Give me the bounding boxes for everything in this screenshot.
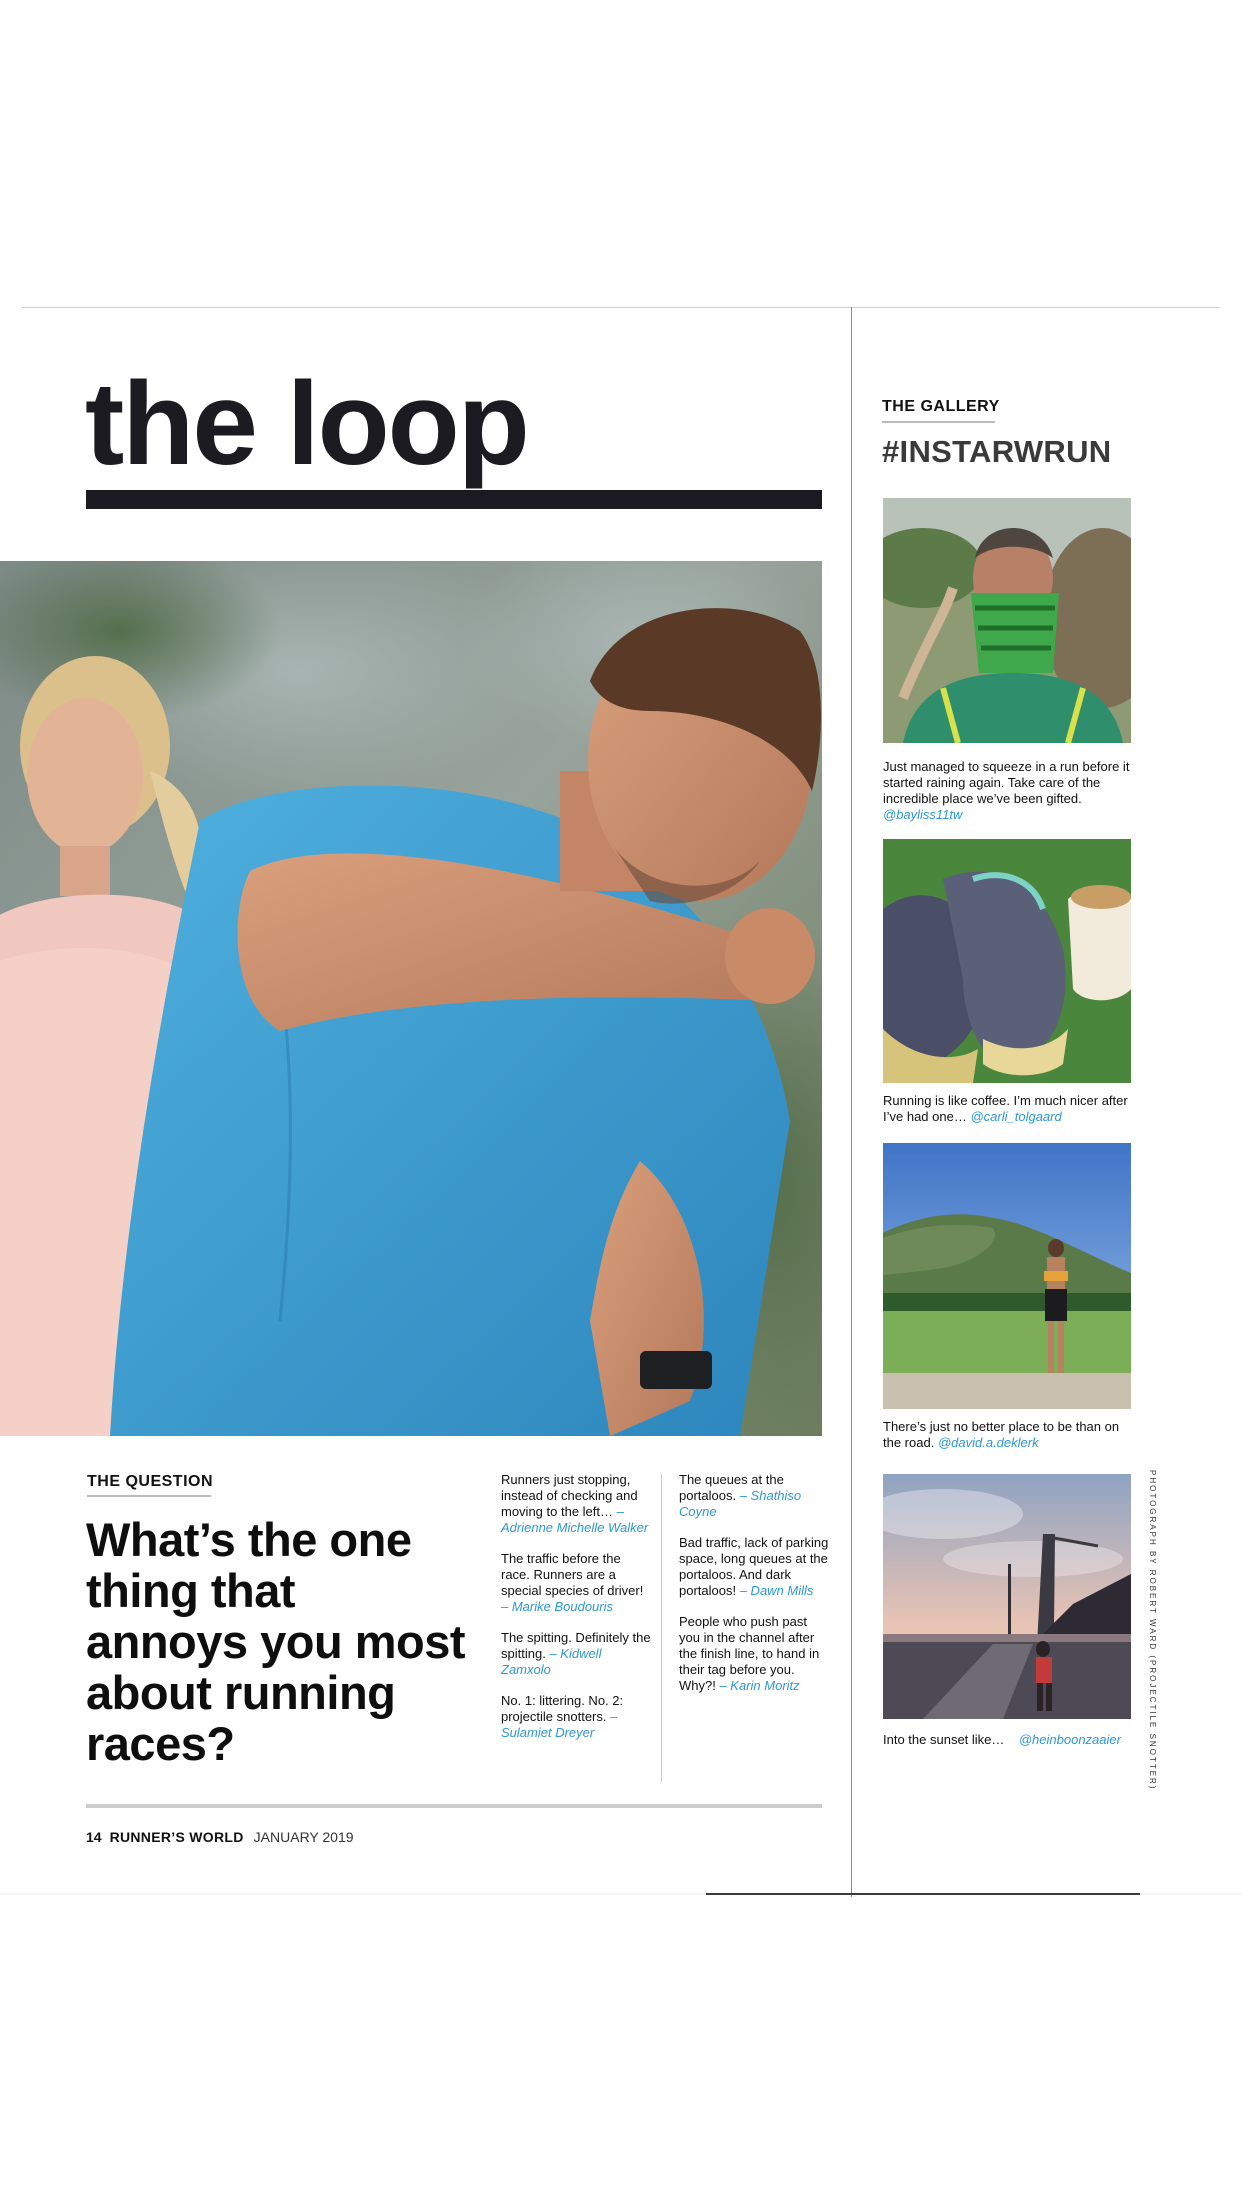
answer-author: – Shathiso Coyne <box>679 1488 802 1519</box>
gallery-hashtag: #INSTARWRUN <box>882 434 1112 469</box>
answers-divider <box>661 1474 662 1782</box>
section-title-bar <box>86 490 822 509</box>
page-bottom-edge <box>0 1893 1242 1895</box>
gallery-photo-2 <box>883 839 1131 1083</box>
answer-item <box>679 1472 831 1520</box>
page-number: 14 <box>86 1829 102 1845</box>
answer-text: The spitting. Definitely the spitting. <box>501 1630 651 1661</box>
footer-rule <box>86 1804 822 1808</box>
answer-text: Bad traffic, lack of parking space, long queues at the portaloos. And dark portaloos! <box>679 1535 829 1598</box>
question-kicker-underline <box>87 1495 211 1497</box>
answer-author: – Kidwell Zamxolo <box>501 1646 602 1677</box>
magazine-name: RUNNER’S WORLD <box>109 1829 244 1845</box>
answer-item <box>501 1472 653 1536</box>
answer-text: Runners just stopping, instead of checking and moving to the left… <box>501 1472 638 1519</box>
instagram-handle: @david.a.deklerk <box>937 1435 1039 1450</box>
answer-author: – Marike Boudouris <box>501 1599 613 1614</box>
answer-author: – Sulamiet Dreyer <box>501 1709 618 1740</box>
answer-text: The queues at the portaloos. <box>679 1472 784 1503</box>
section-title: the loop <box>85 358 528 490</box>
answer-author: – Karin Moritz <box>719 1678 800 1693</box>
instagram-handle: @carli_tolgaard <box>970 1109 1062 1124</box>
answers-column-2 <box>679 1472 831 1709</box>
answer-item <box>501 1630 653 1678</box>
answers-column-1 <box>501 1472 653 1756</box>
gallery-photo-1 <box>883 498 1131 743</box>
gallery-caption-4: Into the sunset like… @heinboonzaaier <box>883 1732 1121 1747</box>
answer-text: People who push past you in the channel after the finish line, to hand in their tag before you. Why?! <box>679 1614 820 1693</box>
page-footer <box>86 1829 354 1845</box>
answer-text: No. 1: littering. No. 2: projectile snotters. <box>501 1693 624 1724</box>
answer-author: – Adrienne Michelle Walker <box>501 1504 649 1535</box>
gallery-caption-1: Just managed to squeeze in a run before it started raining again. Take care of the incredible place we’ve been gifted. @bayliss11tw <box>883 759 1130 822</box>
top-rule <box>22 307 1220 308</box>
gallery-photo-3 <box>883 1143 1131 1409</box>
gallery-caption-2: Running is like coffee. I’m much nicer after I’ve had one… @carli_tolgaard <box>883 1093 1128 1124</box>
gallery-photo-4 <box>883 1474 1131 1719</box>
instagram-handle: @heinboonzaaier <box>1018 1732 1121 1747</box>
question-headline: What’s the one thing that annoys you most about running races? <box>86 1513 466 1770</box>
answer-item <box>501 1551 653 1615</box>
instagram-handle: @bayliss11tw <box>883 807 963 822</box>
answer-item <box>679 1614 831 1694</box>
gallery-caption-3: There’s just no better place to be than on the road. @david.a.deklerk <box>883 1419 1120 1450</box>
issue-date: JANUARY 2019 <box>253 1829 354 1845</box>
question-kicker: THE QUESTION <box>87 1473 214 1490</box>
column-divider <box>851 307 852 1897</box>
hero-photo-runners <box>0 561 822 1436</box>
gallery-kicker-underline <box>882 421 995 423</box>
answer-item <box>679 1535 831 1599</box>
answer-author: – Dawn Mills <box>739 1583 814 1598</box>
photo-credit: PHOTOGRAPH BY ROBERT WARD (PROJECTILE SNOTTER) <box>1148 1470 1157 1791</box>
answer-text: The traffic before the race. Runners are a special species of driver! <box>501 1551 644 1598</box>
answer-item <box>501 1693 653 1741</box>
gallery-kicker: THE GALLERY <box>882 398 1000 415</box>
